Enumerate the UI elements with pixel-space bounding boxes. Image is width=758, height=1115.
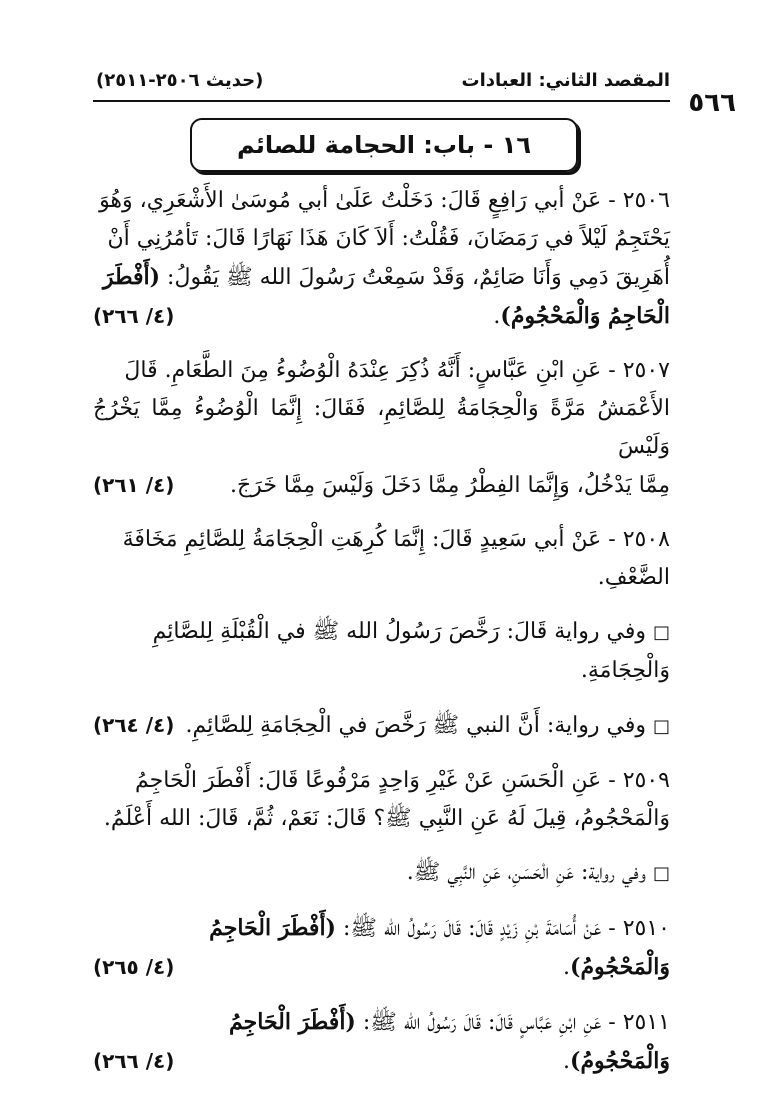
text-line [93,613,670,652]
hadith-2506 [93,182,670,336]
narration-variant [93,706,670,746]
text-segment: وفي رواية: أَنَّ النبي ﷺ رَخَّصَ في الْحِجَامَةِ لِلصَّائِمِ. [185,713,646,738]
prophetic-quote: وَالْمَحْجُومُ) [570,954,670,980]
text-segment: مِمَّا يَدْخُلُ، وَإِنَّمَا الفِطْرُ مِمَّا دَخَلَ وَلَيْسَ مِمَّا خَرَجَ. [229,473,670,498]
text-line [93,297,670,336]
hadith-2510 [93,909,670,987]
text-line [93,948,670,987]
text-segment: . [563,955,571,980]
volume-page-reference: (٤/ ٢٦١) [93,473,175,497]
text-segment: . [493,304,501,329]
volume-page-reference: (٤/ ٢٦٤) [93,713,175,737]
text-segment [563,1042,670,1081]
prophetic-quote: وَالْمَحْجُومُ) [570,1048,670,1074]
hadith-2509 [93,762,670,838]
text-segment: أُهَرِيقَ دَمِي وَأَنَا صَائِمٌ، وَقَدْ سَمِعْتُ رَسُولَ الله ﷺ يَقُولُ: [160,265,670,290]
hadith-2507 [93,352,670,505]
text-line [93,1042,670,1081]
text-line: ٢٥٠٧ - عَنِ ابْنِ عَبَّاسٍ: أَنَّهُ ذُكِرَ عِنْدَهُ الْوُضُوءُ مِنَ الطَّعَامِ. قَالَ [124,358,670,383]
running-header-hadith-range: (حديث ٢٥٠٦-٢٥١١) [96,70,264,91]
volume-page-reference: (٤/ ٢٦٦) [93,304,175,328]
chapter-title: ١٦ - باب: الحجامة للصائم [237,131,531,159]
text-segment: ٢٥١٠ - عَنْ أُسَامَةَ بْنِ زَيْدٍ قَالَ: قَالَ رَسُولُ الله ﷺ: [335,916,670,941]
text-line: ٢٥٠٦ - عَنْ أبي رَافِعٍ قَالَ: دَخَلْتُ عَلَىٰ أبي مُوسَىٰ الأَشْعَرِي، وَهُوَ [99,188,670,213]
text-line [93,466,670,505]
hadith-2508 [93,521,670,597]
prophetic-quote: (أَفْطَرَ [102,264,161,290]
text-segment: وفي رواية قَالَ: رَخَّصَ رَسُولُ الله ﷺ في الْقُبْلَةِ لِلصَّائِمِ [152,619,646,644]
text-segment [493,297,670,336]
square-bullet-icon: □ [652,622,670,643]
text-segment: . [563,1049,571,1074]
square-bullet-icon: □ [652,716,670,737]
text-line [93,706,670,746]
narration-variant [93,613,670,690]
volume-page-reference: (٤/ ٢٦٥) [93,955,175,979]
text-line: وَالْمَحْجُومُ، قِيلَ لَهُ عَنِ النَّبِي ﷺ؟ قَالَ: نَعَمْ، ثُمَّ، قَالَ: الله أَعْلَمُ. [103,806,670,831]
text-segment [563,948,670,987]
prophetic-quote: (أَفْطَرَ الْحَاجِمُ [229,1009,356,1035]
narration-variant [93,854,670,893]
prophetic-quote: (أَفْطَرَ الْحَاجِمُ [209,915,336,941]
header-rule [93,100,670,102]
square-bullet-icon: □ [652,863,670,884]
text-line [93,854,670,893]
hadith-2511 [93,1003,670,1081]
prophetic-quote: الْحَاجِمُ وَالْمَحْجُومُ) [500,303,670,329]
text-line: ٢٥٠٨ - عَنْ أبي سَعِيدٍ قَالَ: إِنَّمَا كُرِهَتِ الْحِجَامَةُ لِلصَّائِمِ مَخَافَةَ [122,527,670,552]
chapter-title-box [190,118,578,172]
text-segment [186,707,670,746]
text-line: وَالْحِجَامَةِ. [580,658,670,683]
text-segment: ٢٥١١ - عَنِ ابْنِ عَبَّاسٍ قَالَ: قَالَ رَسُولُ الله ﷺ: [355,1010,670,1035]
page-content [93,182,670,1097]
text-line: الأَعْمَشُ مَرَّةً وَالْحِجَامَةُ لِلصَّائِمِ، فَقَالَ: إِنَّمَا الْوُضُوءُ مِمَّا يَخْرُجُ وَلَيْسَ [93,396,670,459]
text-line: يَحْتَجِمُ لَيْلاً في رَمَضَانَ، فَقُلْتُ: أَلاَ كَانَ هَذَا نَهَارًا قَالَ: تَأمُرُنِي أَنْ [107,226,670,251]
text-line [93,258,670,297]
text-line: الضَّعْفِ. [597,565,670,590]
text-segment: وفي رواية: عَنِ الْحَسَنِ، عَنِ النَّبِي ﷺ. [406,860,646,885]
text-line [93,909,670,948]
running-header-section: المقصد الثاني: العبادات [461,70,670,91]
volume-page-reference: (٤/ ٢٦٦) [93,1049,175,1073]
text-line [93,1003,670,1042]
text-line: ٢٥٠٩ - عَنِ الْحَسَنِ عَنْ غَيْرِ وَاحِدٍ مَرْفُوعًا قَالَ: أَفْطَرَ الْحَاجِمُ [135,768,670,793]
page-number: ٥٦٦ [688,88,736,118]
